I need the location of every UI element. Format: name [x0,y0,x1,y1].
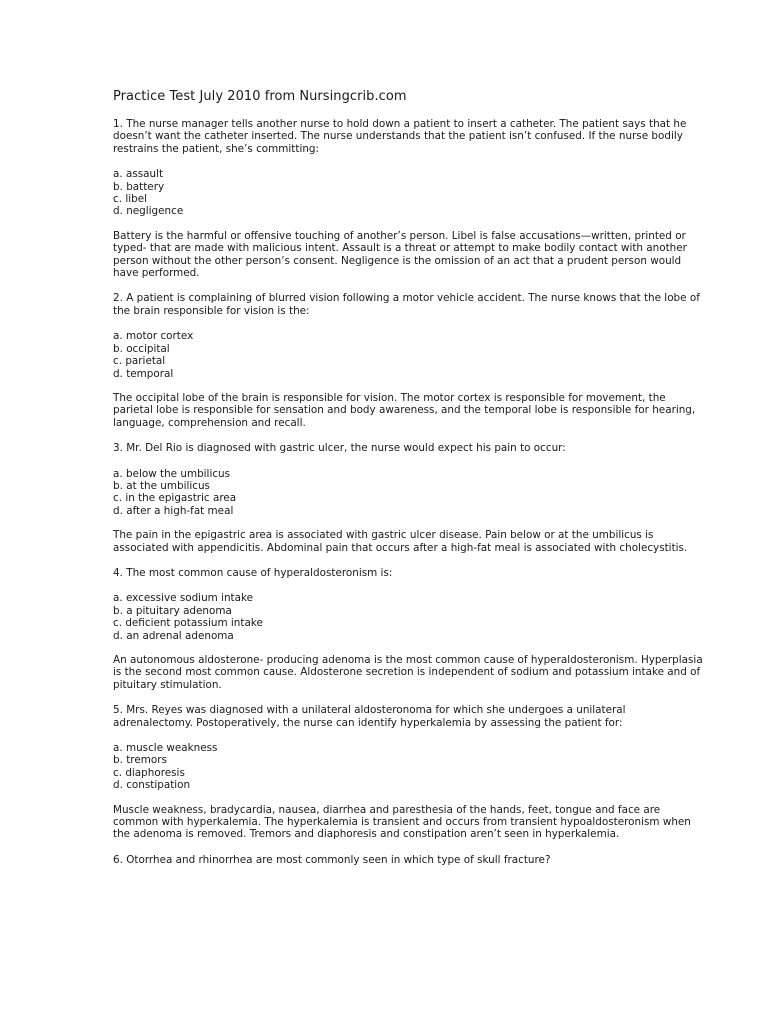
option-item: c. deficient potassium intake [113,617,263,630]
question-1-options [113,168,708,218]
option-item: d. an adrenal adenoma [113,629,234,642]
option-item: b. at the umbilicus [113,479,210,492]
question-1-text: 1. The nurse manager tells another nurse to hold down a patient to insert a catheter. The patient says that he doesn’t want the catheter inserted. The nurse understands that the patient isn’t confused. If the nurse bodily restrains the patient, she’s committing: [113,118,687,155]
option-item: b. battery [113,180,165,193]
option-item: c. parietal [113,355,166,368]
option-item: a. motor cortex [113,330,194,343]
option-item: a. assault [113,168,164,181]
option-item: c. diaphoresis [113,766,185,779]
option-item: b. tremors [113,754,167,767]
option-item: b. a pituitary adenoma [113,604,232,617]
option-item: a. below the umbilicus [113,467,231,480]
option-item: d. negligence [113,205,184,218]
option-item: d. constipation [113,779,191,792]
question-4-text: 4. The most common cause of hyperaldosteronism is: [113,566,393,579]
question-3-text: 3. Mr. Del Rio is diagnosed with gastric ulcer, the nurse would expect his pain to occur: [113,442,566,455]
option-item: d. after a high-fat meal [113,504,234,517]
question-4-options [113,592,708,642]
document-title: Practice Test July 2010 from Nursingcrib.com [113,89,407,104]
question-1-rationale: Battery is the harmful or offensive touching of another’s person. Libel is false accusations—written, printed or typed- that are made with malicious intent. Assault is a threat or attempt to make bodily contact with another person without the other person’s consent. Negligence is the omission of an act that a prudent person would have performed. [113,229,687,280]
question-2-rationale: The occipital lobe of the brain is responsible for vision. The motor cortex is responsible for movement, the parietal lobe is responsible for sensation and body awareness, and the temporal lobe is responsible for hearing, language, comprehension and recall. [113,391,696,429]
question-6-text: 6. Otorrhea and rhinorrhea are most commonly seen in which type of skull fracture? [113,853,551,866]
question-5-text: 5. Mrs. Reyes was diagnosed with a unilateral aldosteronoma for which she undergoes a unilateral adrenalectomy. Postoperatively, the nurse can identify hyperkalemia by assessing the patient for: [113,704,626,729]
question-2-text: 2. A patient is complaining of blurred vision following a motor vehicle accident. The nurse knows that the lobe of the brain responsible for vision is the: [113,292,700,317]
option-item: b. occipital [113,342,170,355]
question-4-rationale: An autonomous aldosterone- producing adenoma is the most common cause of hyperaldosteronism. Hyperplasia is the second most common cause. Aldosterone secretion is independent of sodium and potassium intake and of pituitary stimulation. [113,654,703,691]
option-item: c. in the epigastric area [113,492,237,505]
question-3-rationale: The pain in the epigastric area is associated with gastric ulcer disease. Pain below or at the umbilicus is associated with appendicitis. Abdominal pain that occurs after a high-fat meal is associated with cholecystitis. [113,529,688,554]
question-5-options [113,742,708,792]
option-item: d. temporal [113,367,174,380]
option-item: a. muscle weakness [113,742,218,755]
option-item: a. excessive sodium intake [113,592,254,605]
option-item: c. libel [113,193,147,206]
question-3-options [113,468,708,518]
question-5-rationale: Muscle weakness, bradycardia, nausea, diarrhea and paresthesia of the hands, feet, tongue and face are common with hyperkalemia. The hyperkalemia is transient and occurs from transient hypoaldosteronism when the adenoma is removed. Tremors and diaphoresis and constipation aren’t seen in hyperkalemia. [113,803,691,841]
question-2-options [113,330,708,380]
